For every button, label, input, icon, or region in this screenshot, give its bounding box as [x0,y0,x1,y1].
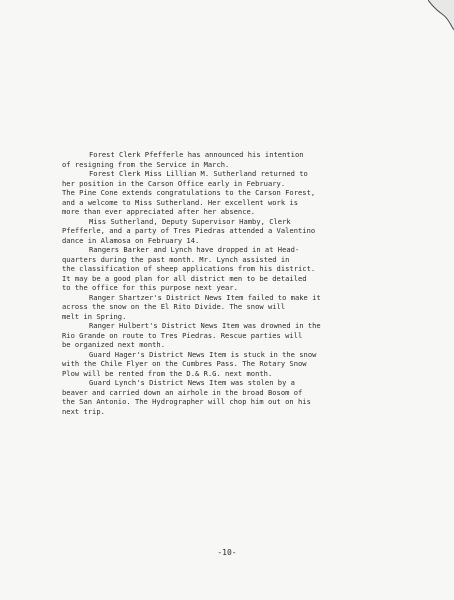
text-line: Ranger Hulbert's District News Item was drowned in the [89,321,321,330]
text-line: Rio Grande on route to Tres Piedras. Rescue parties will [62,330,303,340]
text-line: more than ever appreciated after her absence. [62,207,256,216]
text-line: Forest Clerk Miss Lillian M. Sutherland returned to [89,169,308,178]
text-line: Miss Sutherland, Deputy Supervisor Hamby, Clerk [89,216,291,226]
text-line: The Pine Cone extends congratulations to the Carson Forest, [62,188,316,197]
paragraph [62,245,420,293]
paragraph [62,350,420,379]
text-line: next trip. [62,406,105,416]
paragraph [62,217,420,246]
text-line: It may be a good plan for all district men to be detailed [62,273,307,283]
text-line: and a welcome to Miss Sutherland. Her excellent work is [62,197,298,207]
page-number: -10- [217,548,237,557]
text-line: Ranger Shartzer's District News Item failed to make it [89,292,321,302]
paragraph [62,293,420,322]
text-line: the San Antonio. The Hydrographer will chop him out on his [62,397,311,406]
paragraph [62,321,420,350]
text-line: of resigning from the Service in March. [62,159,230,169]
torn-corner-icon [428,0,454,30]
text-line: Guard Hager's District News Item is stuck in the snow [89,349,317,359]
text-line: be organized next month. [62,340,165,349]
paragraph [62,378,420,416]
document-body [62,150,420,416]
text-line: quarters during the past month. Mr. Lynch assisted in [62,254,290,264]
text-line: melt in Spring. [62,311,127,321]
paragraph [62,169,420,217]
text-line: Plow will be rented from the D.& R.G. next month. [62,368,273,378]
text-line: beaver and carried down an airhole in the broad Bosom of [62,387,303,397]
text-line: to the office for this purpose next year. [62,283,238,292]
text-line: with the Chile Flyer on the Cumbres Pass. The Rotary Snow [62,359,307,368]
text-line: across the snow on the El Rito Divide. The snow will [62,302,286,311]
text-line: Pfefferle, and a party of Tres Piedras attended a Valentino [62,226,316,235]
text-line: Guard Lynch's District News Item was stolen by a [89,378,295,387]
text-line: dance in Alamosa on February 14. [62,235,200,245]
paragraph [62,150,420,169]
text-line: the classification of sheep applications from his district. [62,264,316,273]
text-line: Rangers Barker and Lynch have dropped in at Head- [89,245,300,254]
text-line: her position in the Carson Office early in February. [62,178,286,188]
text-line: Forest Clerk Pfefferle has announced his intention [89,150,304,159]
